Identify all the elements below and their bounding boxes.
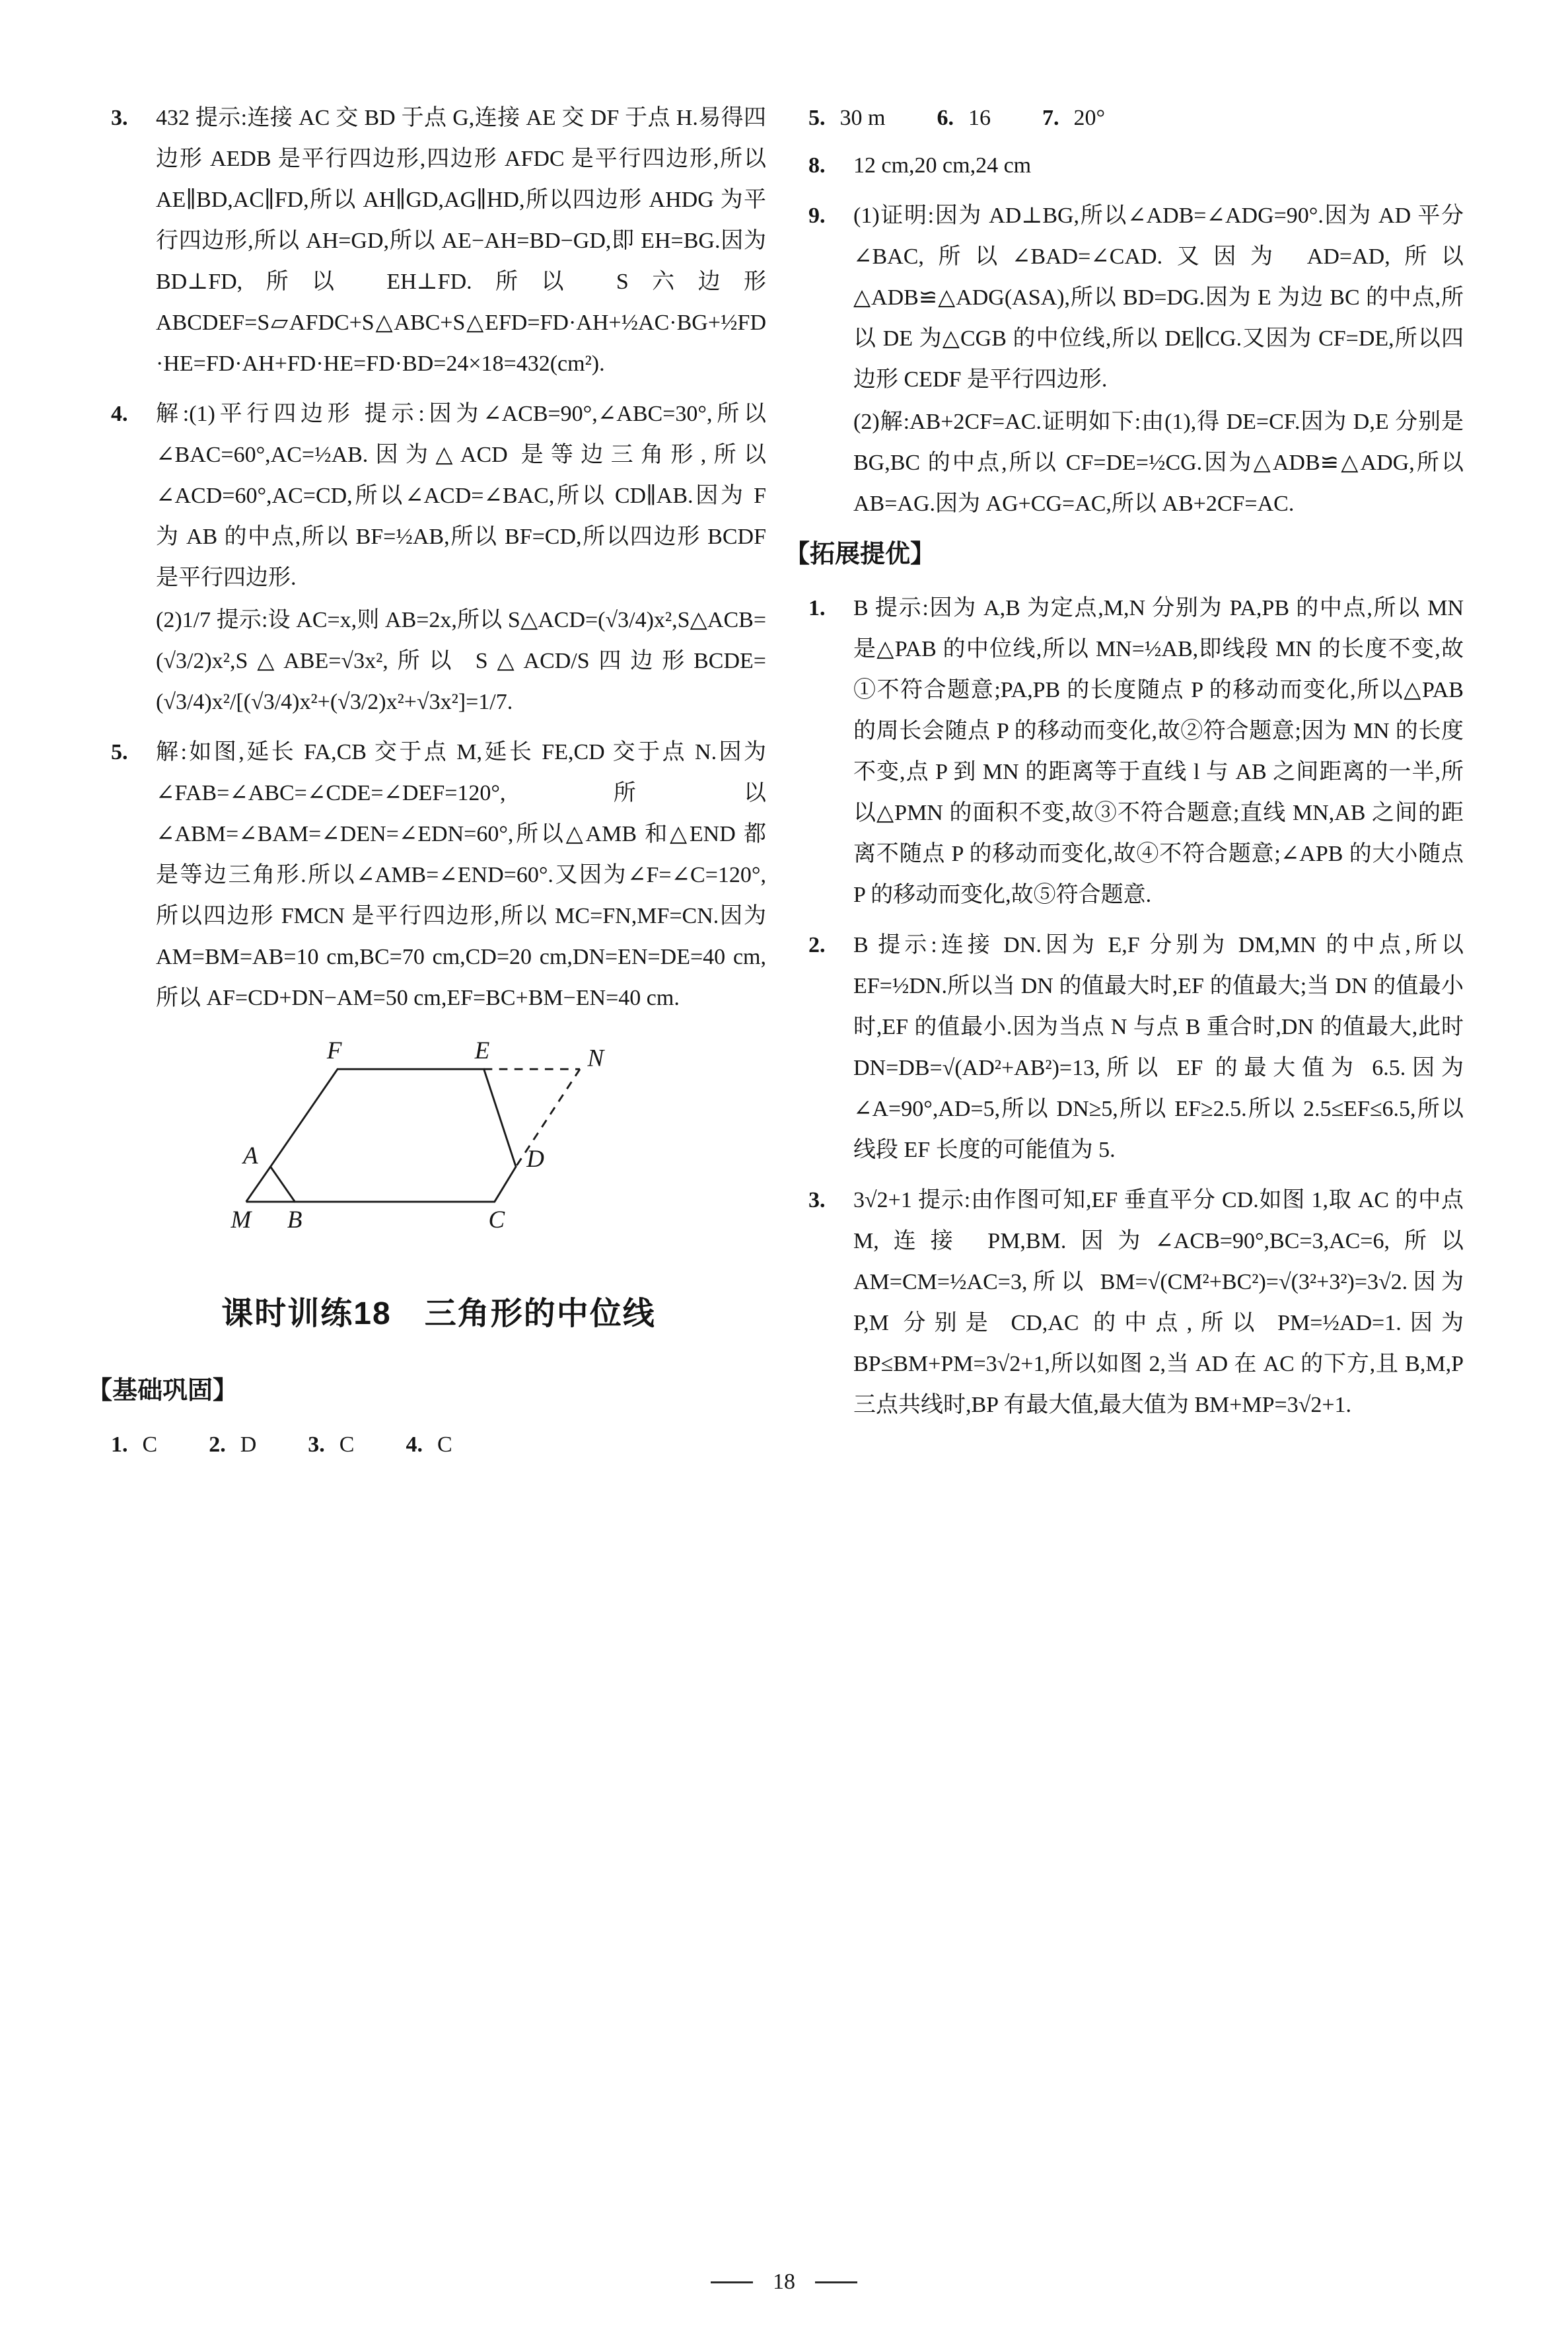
list-item-8 xyxy=(808,145,1464,186)
item-number: 8. xyxy=(808,153,826,178)
point-label-f-icon: F xyxy=(326,1039,342,1064)
list-item-9 xyxy=(808,196,1464,525)
answer-number: 2. xyxy=(209,1432,226,1457)
item-number: 5. xyxy=(111,740,128,764)
hexagon-parallelogram-figure xyxy=(223,1039,620,1231)
item-number: 3. xyxy=(808,1188,826,1212)
point-label-e-icon: E xyxy=(474,1039,490,1064)
item-body xyxy=(156,732,766,1019)
section-title: 课时训练18 三角形的中位线 xyxy=(221,1296,656,1331)
item-text-part2: (2)解:AB+2CF=AC.证明如下:由(1),得 DE=CF.因为 D,E 分别是 BG,BC 的中点,所以 CF=DE=½CG.因为△ADB≌△ADG,所以 AB=AG.因为 AG+CG=AC,所以 AB+2CF=AC. xyxy=(853,410,1464,516)
answer-number: 6. xyxy=(937,106,954,130)
item-text: 3√2+1 提示:由作图可知,EF 垂直平分 CD.如图 1,取 AC 的中点 M,连接 PM,BM.因为∠ACB=90°,BC=3,AC=6,所以 AM=CM=½AC=3,所以 BM=√(CM²+BC²)=√(3²+3²)=3√2.因为 P,M 分别是 CD,AC 的中点,所以 PM=½AD=1.因为 BP≤BM+PM=3√2+1,所以如图 2,当 AD 在 AC 的下方,且 B,M,P 三点共线时,BP 有最大值,最大值为 BM+MP=3√2+1. xyxy=(853,1188,1464,1417)
item-number: 9. xyxy=(808,203,826,228)
left-column xyxy=(87,98,766,1472)
item-number: 1. xyxy=(808,596,826,620)
answer-value: C xyxy=(142,1432,158,1457)
item-body xyxy=(853,196,1464,525)
answer-pair xyxy=(308,1424,354,1465)
ext-list-item-2 xyxy=(808,925,1464,1171)
point-label-d-icon: D xyxy=(526,1144,544,1172)
item-text: B 提示:连接 DN.因为 E,F 分别为 DM,MN 的中点,所以 EF=½DN.所以当 DN 的值最大时,EF 的值最大;当 DN 的值最小时,EF 的值最小.因为当点 N 与点 B 重合时,DN 的值最大,此时 DN=DB=√(AD²+AB²)=13,所以 EF 的最大值为 6.5.因为∠A=90°,AD=5,所以 DN≥5,所以 EF≥2.5.所以 2.5≤EF≤6.5,所以线段 EF 长度的可能值为 5. xyxy=(853,933,1464,1162)
answers-row-basics xyxy=(111,1424,766,1465)
answer-pair xyxy=(1042,98,1105,139)
point-label-a-icon: A xyxy=(243,1142,258,1169)
item-text: 12 cm,20 cm,24 cm xyxy=(853,153,1032,178)
point-label-m-icon: M xyxy=(231,1206,252,1231)
item-text: B 提示:因为 A,B 为定点,M,N 分别为 PA,PB 的中点,所以 MN 是△PAB 的中位线,所以 MN=½AB,即线段 MN 的长度不变,故①不符合题意;PA,PB 的长度随点 P 的移动而变化,所以△PAB 的周长会随点 P 的移动而变化,故②符合题意;因为 MN 的长度不变,点 P 到 MN 的距离等于直线 l 与 AB 之间距离的一半,所以△PMN 的面积不变,故③不符合题意;直线 MN,AB 之间的距离不随点 P 的移动而变化,故④不符合题意;∠APB 的大小随点 P 的移动而变化,故⑤符合题意. xyxy=(853,596,1464,907)
subsection-heading-basics: 【基础巩固】 xyxy=(87,1376,238,1405)
item-body xyxy=(156,98,766,385)
footer-rule-right xyxy=(815,2281,857,2283)
item-text-part1: 解:(1)平行四边形 提示:因为∠ACB=90°,∠ABC=30°,所以∠BAC=60°,AC=½AB.因为△ACD 是等边三角形,所以∠ACD=60°,AC=CD,所以∠ACD=∠BAC,所以 CD∥AB.因为 F 为 AB 的中点,所以 BF=½AB,所以 BF=CD,所以四边形 BCDF 是平行四边形. xyxy=(156,402,766,590)
dashed-N-D xyxy=(516,1069,580,1167)
answer-value: 30 m xyxy=(839,106,886,130)
item-body xyxy=(156,394,766,723)
item-body xyxy=(853,1180,1464,1426)
answer-pair xyxy=(406,1424,452,1465)
page-footer xyxy=(0,2270,1568,2295)
list-item-5 xyxy=(111,732,766,1019)
footer-rule-left xyxy=(711,2281,753,2283)
item-number: 4. xyxy=(111,402,128,426)
answers-row-5-7 xyxy=(808,98,1464,139)
point-label-b-icon: B xyxy=(287,1206,303,1231)
answer-number: 7. xyxy=(1042,106,1059,130)
item-body xyxy=(853,588,1464,916)
answer-value: 20° xyxy=(1073,106,1106,130)
hexagon-outline xyxy=(271,1069,517,1202)
answer-pair xyxy=(937,98,991,139)
item-body xyxy=(853,145,1464,186)
answer-pair xyxy=(209,1424,256,1465)
item-number: 3. xyxy=(111,106,128,130)
right-column xyxy=(785,98,1464,1472)
ext-list-item-3 xyxy=(808,1180,1464,1426)
item-body xyxy=(853,925,1464,1171)
answer-number: 3. xyxy=(308,1432,325,1457)
answer-value: C xyxy=(339,1432,355,1457)
answer-number: 1. xyxy=(111,1432,128,1457)
item-text-part1: (1)证明:因为 AD⊥BG,所以∠ADB=∠ADG=90°.因为 AD 平分∠BAC,所以∠BAD=∠CAD.又因为 AD=AD,所以△ADB≌△ADG(ASA),所以 BD=DG.因为 E 为边 BC 的中点,所以 DE 为△CGB 的中位线,所以 DE∥CG.又因为 CF=DE,所以四边形 CEDF 是平行四边形. xyxy=(853,203,1464,392)
item-text: 解:如图,延长 FA,CB 交于点 M,延长 FE,CD 交于点 N.因为∠FAB=∠ABC=∠CDE=∠DEF=120°,所以∠ABM=∠BAM=∠DEN=∠EDN=60°,所以△AMB 和△END 都是等边三角形.所以∠AMB=∠END=60°.又因为∠F=∠C=120°,所以四边形 FMCN 是平行四边形,所以 MC=FN,MF=CN.因为 AM=BM=AB=10 cm,BC=70 cm,CD=20 cm,DN=EN=DE=40 cm,所以 AF=CD+DN−AM=50 cm,EF=BC+BM−EN=40 cm. xyxy=(156,740,766,1010)
subsection-heading-advanced: 【拓展提优】 xyxy=(785,540,936,568)
answer-pair xyxy=(808,98,885,139)
answer-pair xyxy=(111,1424,157,1465)
answer-value: C xyxy=(437,1432,452,1457)
point-label-c-icon: C xyxy=(488,1206,505,1231)
answer-value: 16 xyxy=(968,106,991,130)
list-item-3 xyxy=(111,98,766,385)
item-number: 2. xyxy=(808,933,826,957)
item-text: 432 提示:连接 AC 交 BD 于点 G,连接 AE 交 DF 于点 H.易得四边形 AEDB 是平行四边形,四边形 AFDC 是平行四边形,所以 AE∥BD,AC∥FD,所以 AH∥GD,AG∥HD,所以四边形 AHDG 为平行四边形,所以 AH=GD,所以 AE−AH=BD−GD,即 EH=BG.因为 BD⊥FD,所以 EH⊥FD.所以 S六边形ABCDEF=S▱AFDC+S△ABC+S△EFD=FD·AH+½AC·BG+½FD·HE=FD·AH+FD·HE=FD·BD=24×18=432(cm²). xyxy=(156,106,766,376)
ext-list-item-1 xyxy=(808,588,1464,916)
answer-number: 4. xyxy=(406,1432,423,1457)
page-number: 18 xyxy=(773,2270,795,2294)
answer-value: D xyxy=(240,1432,257,1457)
point-label-n-icon: N xyxy=(587,1044,604,1072)
item-text-part2: (2)1/7 提示:设 AC=x,则 AB=2x,所以 S△ACD=(√3/4)x²,S△ACB=(√3/2)x²,S△ABE=√3x²,所以 S△ACD/S四边形BCDE=(√3/4)x²/[(√3/4)x²+(√3/2)x²+√3x²]=1/7. xyxy=(156,608,766,714)
geometry-diagram xyxy=(223,1039,620,1231)
segment-A-M xyxy=(246,1167,271,1202)
list-item-4 xyxy=(111,394,766,723)
answer-number: 5. xyxy=(808,106,826,130)
